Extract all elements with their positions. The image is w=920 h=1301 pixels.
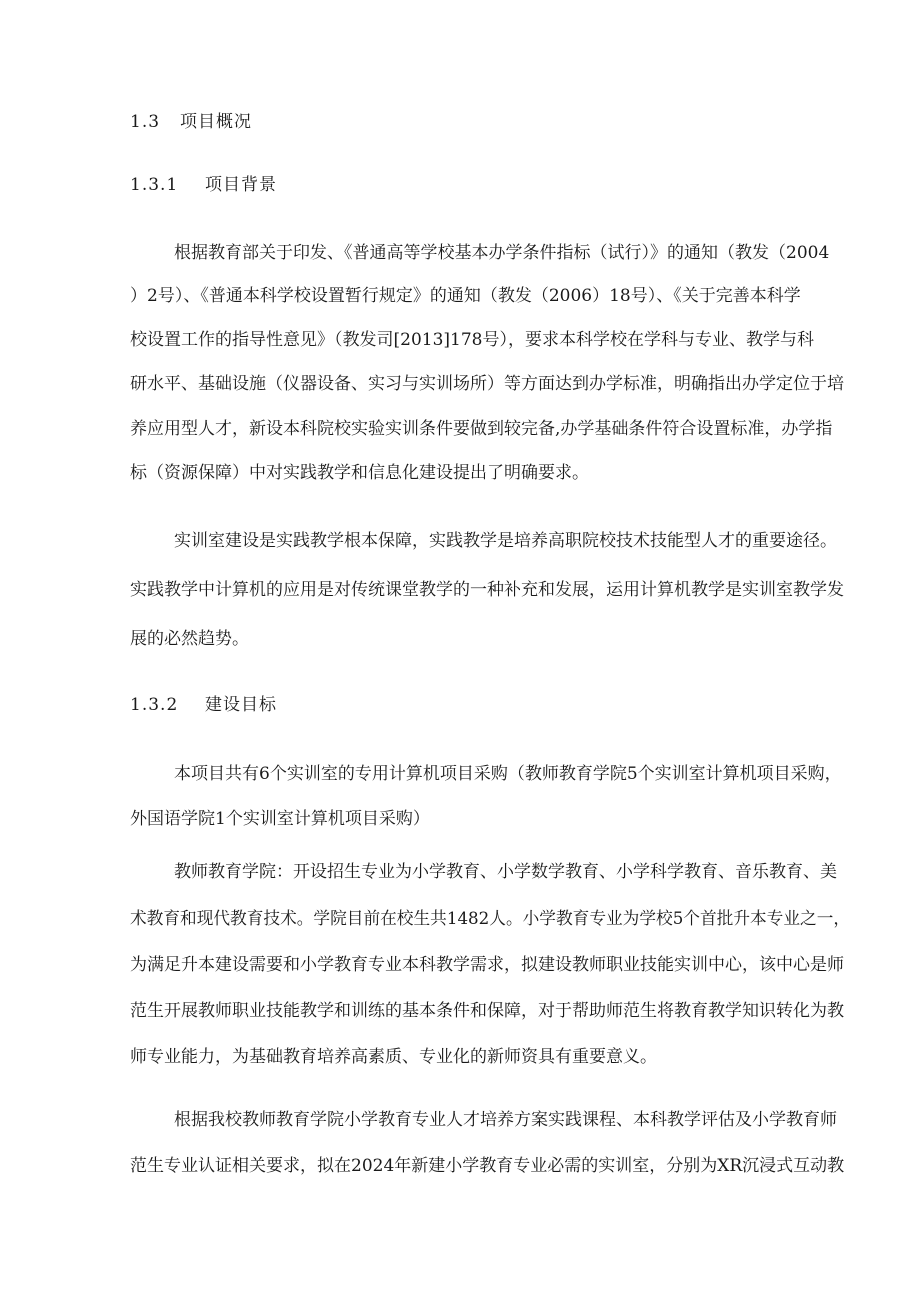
paragraph-line: 为满足升本建设需要和小学教育专业本科教学需求，拟建设教师职业技能实训中心，该中心是师 — [130, 955, 844, 975]
paragraph-line: ）2号）、《普通本科学校设置暂行规定》的通知（教发（2006）18号）、《关于完善本科学 — [130, 286, 801, 306]
paragraph-line: 师专业能力，为基础教育培养高素质、专业化的新师资具有重要意义。 — [130, 1047, 657, 1067]
paragraph-line: 实践教学中计算机的应用是对传统课堂教学的一种补充和发展，运用计算机教学是实训室教学发 — [130, 580, 844, 600]
section-title: 项目概况 — [180, 112, 252, 132]
paragraph-line: 术教育和现代教育技术。学院目前在校生共1482人。小学教育专业为学校5个首批升本专业之一， — [130, 909, 851, 929]
paragraph-line: 标（资源保障）中对实践教学和信息化建设提出了明确要求。 — [130, 463, 589, 483]
paragraph-line: 外国语学院1个实训室计算机项目采购） — [130, 809, 430, 829]
paragraph-line: 范生专业认证相关要求，拟在2024年新建小学教育专业必需的实训室，分别为XR沉浸式互动教 — [130, 1156, 845, 1176]
section-title: 项目背景 — [205, 175, 277, 195]
paragraph-line: 研水平、基础设施（仪器设备、实习与实训场所）等方面达到办学标准，明确指出办学定位于培 — [130, 374, 844, 394]
section-title: 建设目标 — [205, 695, 277, 715]
paragraph-line: 范生开展教师职业技能教学和训练的基本条件和保障，对于帮助师范生将教育教学知识转化为教 — [130, 1001, 844, 1021]
paragraph-line: 实训室建设是实践教学根本保障，实践教学是培养高职院校技术技能型人才的重要途径。 — [174, 531, 837, 551]
section-heading-1-3-1 — [130, 173, 277, 197]
paragraph-line: 教师教育学院：开设招生专业为小学教育、小学数学教育、小学科学教育、音乐教育、美 — [174, 862, 837, 882]
section-number: 1.3.2 — [130, 695, 179, 715]
paragraph-line: 根据教育部关于印发、《普通高等学校基本办学条件指标（试行）》的通知（教发（2004 — [174, 243, 830, 263]
section-number: 1.3.1 — [130, 175, 179, 195]
paragraph-line: 校设置工作的指导性意见》（教发司[2013]178号），要求本科学校在学科与专业、教学与科 — [130, 330, 814, 350]
section-number: 1.3 — [130, 112, 161, 132]
section-heading-1-3-2 — [130, 693, 277, 717]
paragraph-line: 展的必然趋势。 — [130, 629, 249, 649]
paragraph-line: 根据我校教师教育学院小学教育专业人才培养方案实践课程、本科教学评估及小学教育师 — [174, 1110, 837, 1130]
paragraph-line: 本项目共有6个实训室的专用计算机项目采购（教师教育学院5个实训室计算机项目采购， — [174, 764, 842, 784]
section-heading-1-3 — [130, 110, 252, 134]
paragraph-line: 养应用型人才，新设本科院校实验实训条件要做到较完备,办学基础条件符合设置标准，办学指 — [130, 419, 833, 439]
